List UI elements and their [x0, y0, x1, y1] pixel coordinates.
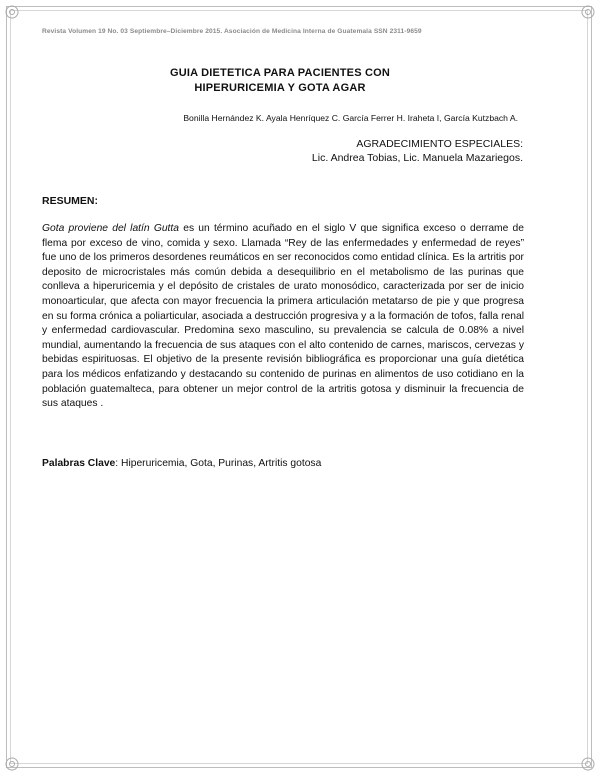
keywords-label: Palabras Clave	[42, 458, 116, 469]
keywords-value: : Hiperuricemia, Gota, Purinas, Artritis gotosa	[115, 458, 322, 469]
journal-header: Revista Volumen 19 No. 03 Septiembre–Diciembre 2015. Asociación de Medicina Interna de Guatemala SSN 2311-9659	[42, 28, 422, 35]
article-title-line-1: GUIA DIETETICA PARA PACIENTES CON	[169, 67, 391, 79]
corner-ornament-icon	[0, 0, 22, 22]
authors-line: Bonilla Hernández K. Ayala Henríquez C. García Ferrer H. Iraheta I, García Kutzbach A.	[183, 113, 518, 123]
abstract-body: es un término acuñado en el siglo V que significa exceso o derrame de flema por exceso de vino, comida y sexo. Llamada “Rey de las enfermedades y enfermedad de reyes” fue uno de los primeros desordenes reumáticos en ser reconocidos como entidad clínica. Es la artritis por deposito de microcristales más común debida a desequilibrio en el metabolismo de las purinas que conlleva a hiperuricemia y el depósito de cristales de urato monosódico, caracterizada por ser de inicio monoarticular, que afecta con mayor frecuencia la primera articulación metatarso de pie y que progresa en su forma crónica a poliarticular, asociada a destrucción progresiva y a la formación de tofos, falla renal y enfermedad cardiovascular. Predomina sexo masculino, su prevalencia se calcula de 0.08% a nivel mundial, aumentando la frecuencia de sus ataques con el alto contenido de carnes, mariscos, cervezas y bebidas espirituosas. El objetivo de la presente revisión bibliográfica es proporcionar una guía dietética para los médicos enfatizando y destacando su contenido de purinas en alimentos de uso cotidiano en la población guatemalteca, para obtener un mejor control de la artritis gotosa y disminuir la frecuencia de sus ataques .	[42, 223, 525, 410]
article-title-line-2: HIPERURICEMIA Y GOTA AGAR	[194, 82, 366, 94]
corner-ornament-icon	[0, 754, 22, 776]
abstract-heading: RESUMEN:	[42, 195, 99, 207]
abstract-paragraph	[42, 222, 524, 412]
acknowledgement-title: AGRADECIMIENTO ESPECIALES:	[356, 138, 523, 150]
corner-ornament-icon	[578, 754, 600, 776]
acknowledgement-names: Lic. Andrea Tobias, Lic. Manuela Mazariegos.	[311, 152, 523, 164]
keywords-line	[42, 458, 321, 469]
corner-ornament-icon	[578, 0, 600, 22]
abstract-lead: Gota proviene del latín Gutta	[42, 223, 180, 234]
